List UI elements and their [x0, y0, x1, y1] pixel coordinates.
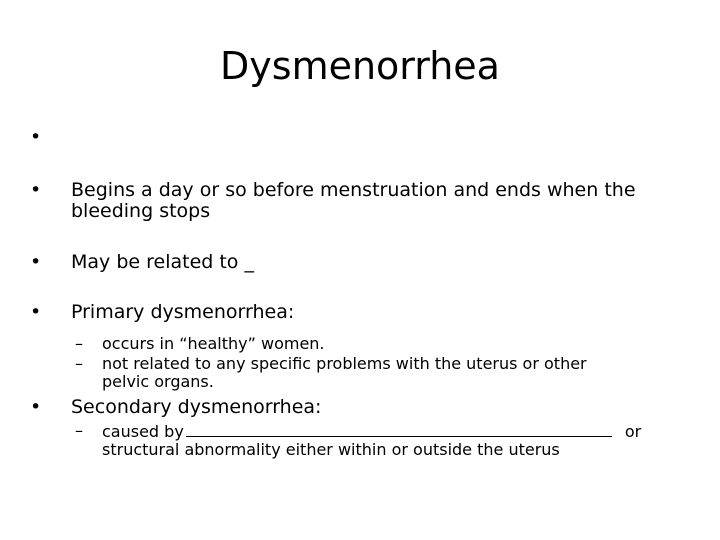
sub-item-text: occurs in “healthy” women.: [102, 334, 325, 353]
bullet-text: May be related to _: [71, 251, 254, 273]
bullet-text: Begins a day or so before menstruation and ends when the: [71, 179, 636, 201]
fill-in-blank: [186, 422, 612, 437]
dash-marker: –: [75, 334, 83, 353]
bullet-marker: •: [30, 126, 42, 148]
sub-item-text: not related to any specific problems with the uterus or other: [102, 354, 587, 373]
caused-by-suffix: or: [624, 422, 642, 441]
dash-marker: –: [75, 421, 83, 440]
bullet-marker: •: [30, 396, 42, 418]
bullet-text: Primary dysmenorrhea:: [71, 301, 295, 323]
sub-item-text-continued: structural abnormality either within or outside the uterus: [102, 440, 560, 459]
dash-marker: –: [75, 354, 83, 373]
bullet-marker: •: [30, 301, 42, 323]
bullet-text: Secondary dysmenorrhea:: [71, 396, 322, 418]
slide-title: Dysmenorrhea: [220, 44, 500, 88]
bullet-text-continued: bleeding stops: [71, 200, 211, 222]
bullet-marker: •: [30, 251, 42, 273]
sub-item-text: [102, 422, 641, 440]
caused-by-prefix: caused by: [102, 422, 184, 441]
bullet-marker: •: [30, 179, 42, 201]
sub-item-text-continued: pelvic organs.: [102, 372, 214, 391]
